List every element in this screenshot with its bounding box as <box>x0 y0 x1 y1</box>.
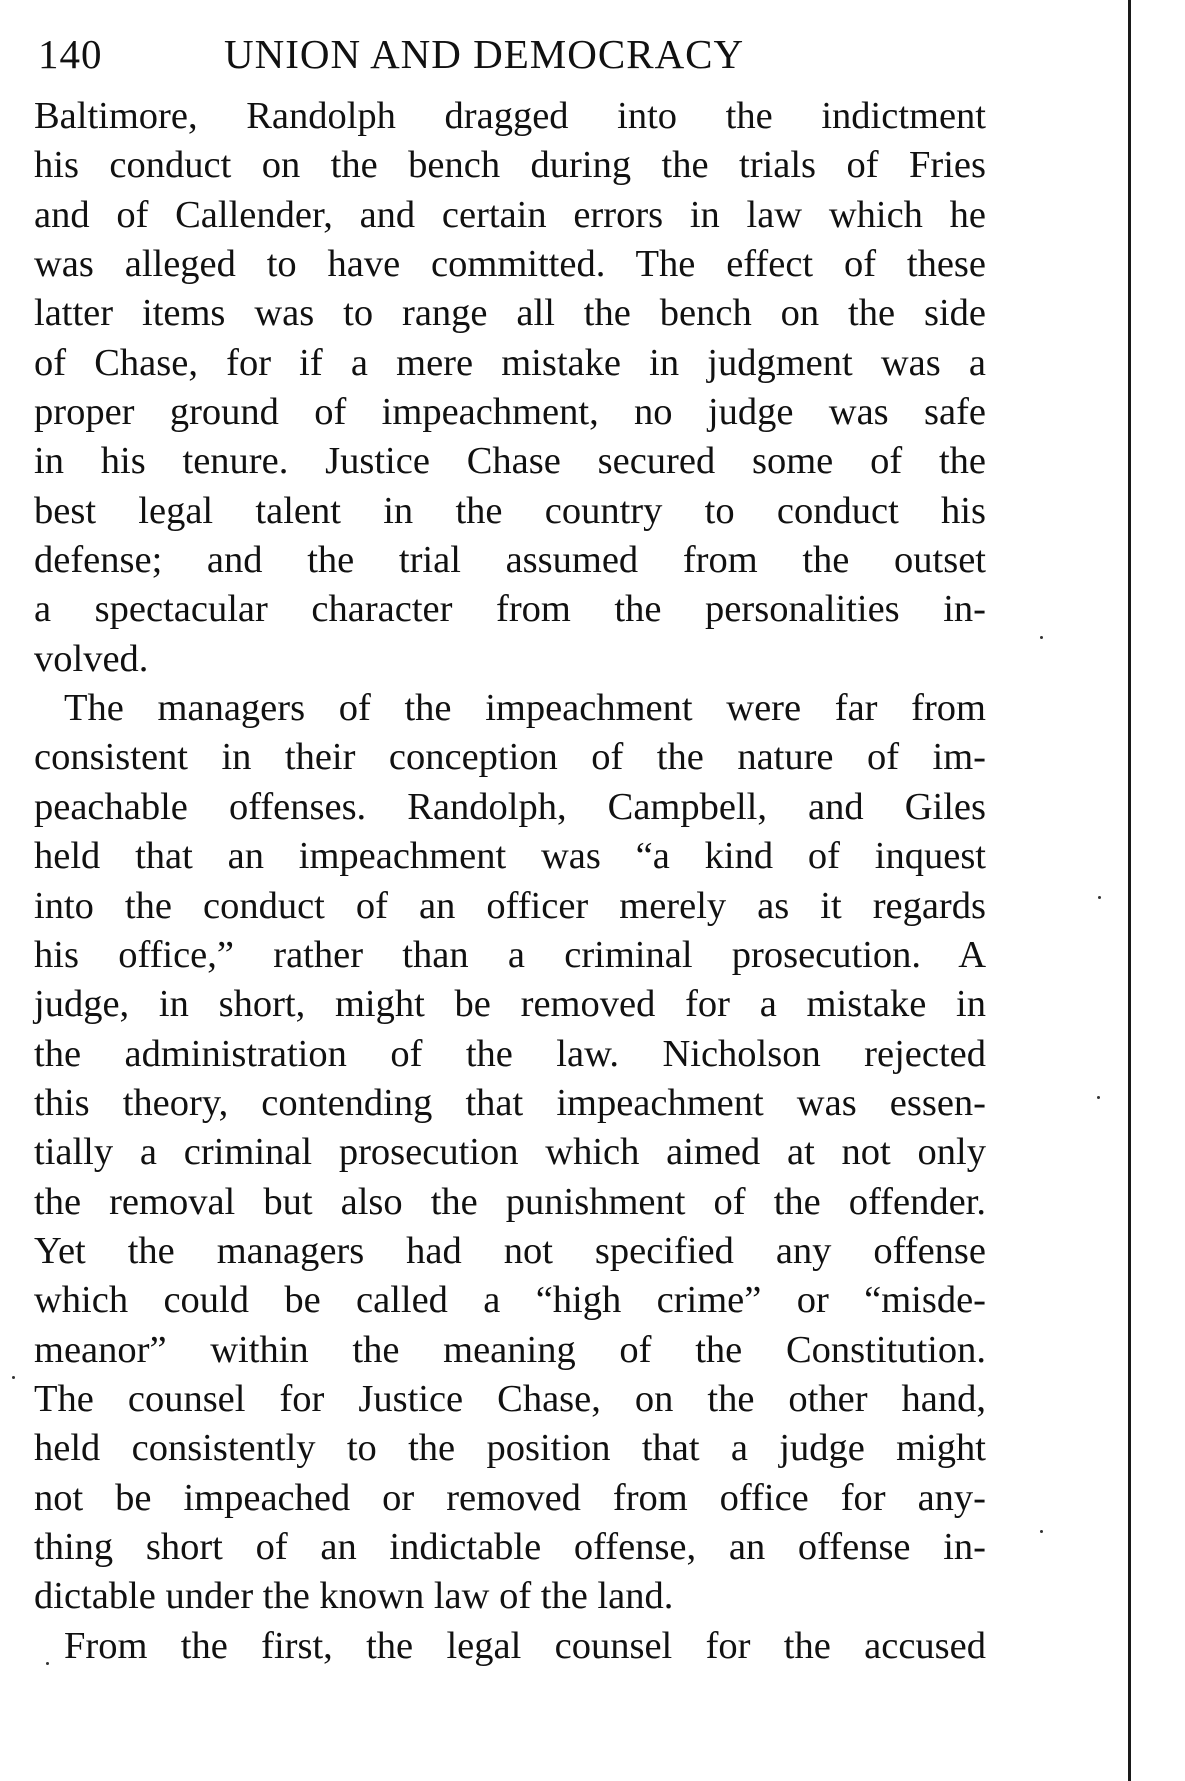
text-line: and of Callender, and certain errors in law which he <box>34 193 986 236</box>
text-line: tially a criminal prosecution which aimed at not only <box>34 1131 986 1174</box>
text-line: The counsel for Justice Chase, on the other hand, <box>34 1377 986 1420</box>
text-line: a spectacular character from the personalities in- <box>34 588 986 631</box>
text-line: consistent in their conception of the nature of im- <box>34 736 986 779</box>
page-edge-line <box>1128 0 1131 1781</box>
scan-speck <box>1097 1096 1100 1099</box>
text-line: held that an impeachment was “a kind of inquest <box>34 835 986 878</box>
text-line: not be impeached or removed from office for any- <box>34 1476 986 1519</box>
text-line: judge, in short, might be removed for a mistake in <box>34 983 986 1026</box>
running-title: UNION AND DEMOCRACY <box>224 31 745 77</box>
text-line: Yet the managers had not specified any offense <box>34 1229 986 1272</box>
text-line: held consistently to the position that a judge might <box>34 1427 986 1470</box>
text-line: meanor” within the meaning of the Constitution. <box>34 1328 986 1371</box>
text-line: proper ground of impeachment, no judge was safe <box>34 391 986 434</box>
text-line: his conduct on the bench during the trials of Fries <box>34 144 986 187</box>
page-number: 140 <box>38 31 103 77</box>
running-head <box>38 26 988 82</box>
text-line: latter items was to range all the bench on the side <box>34 292 986 335</box>
text-line: the removal but also the punishment of the offender. <box>34 1180 986 1223</box>
text-line: which could be called a “high crime” or “misde- <box>34 1279 986 1322</box>
text-line: this theory, contending that impeachment was essen- <box>34 1081 986 1124</box>
text-line: Baltimore, Randolph dragged into the indictment <box>34 95 986 137</box>
scan-speck <box>1040 636 1043 639</box>
text-line: the administration of the law. Nicholson rejected <box>34 1032 986 1075</box>
text-line: best legal talent in the country to conduct his <box>34 489 986 532</box>
text-line: dictable under the known law of the land. <box>34 1575 674 1618</box>
body-text <box>34 92 986 1671</box>
text-line: into the conduct of an officer merely as it regards <box>34 884 986 927</box>
text-line: of Chase, for if a mere mistake in judgment was a <box>34 341 986 384</box>
text-line: was alleged to have committed. The effect of these <box>34 243 986 286</box>
scan-speck <box>1098 896 1101 899</box>
text-line: peachable offenses. Randolph, Campbell, and Giles <box>34 785 986 828</box>
text-line: in his tenure. Justice Chase secured some of the <box>34 440 986 483</box>
text-line: From the first, the legal counsel for the accused <box>64 1624 986 1667</box>
text-line: defense; and the trial assumed from the outset <box>34 539 986 582</box>
text-line: volved. <box>34 637 149 680</box>
scan-speck <box>46 1662 49 1665</box>
text-line: thing short of an indictable offense, an offense in- <box>34 1525 986 1568</box>
text-line: The managers of the impeachment were far from <box>64 687 986 730</box>
text-line: his office,” rather than a criminal prosecution. A <box>34 933 986 976</box>
scan-speck <box>12 1376 15 1379</box>
scan-speck <box>1040 1530 1043 1533</box>
